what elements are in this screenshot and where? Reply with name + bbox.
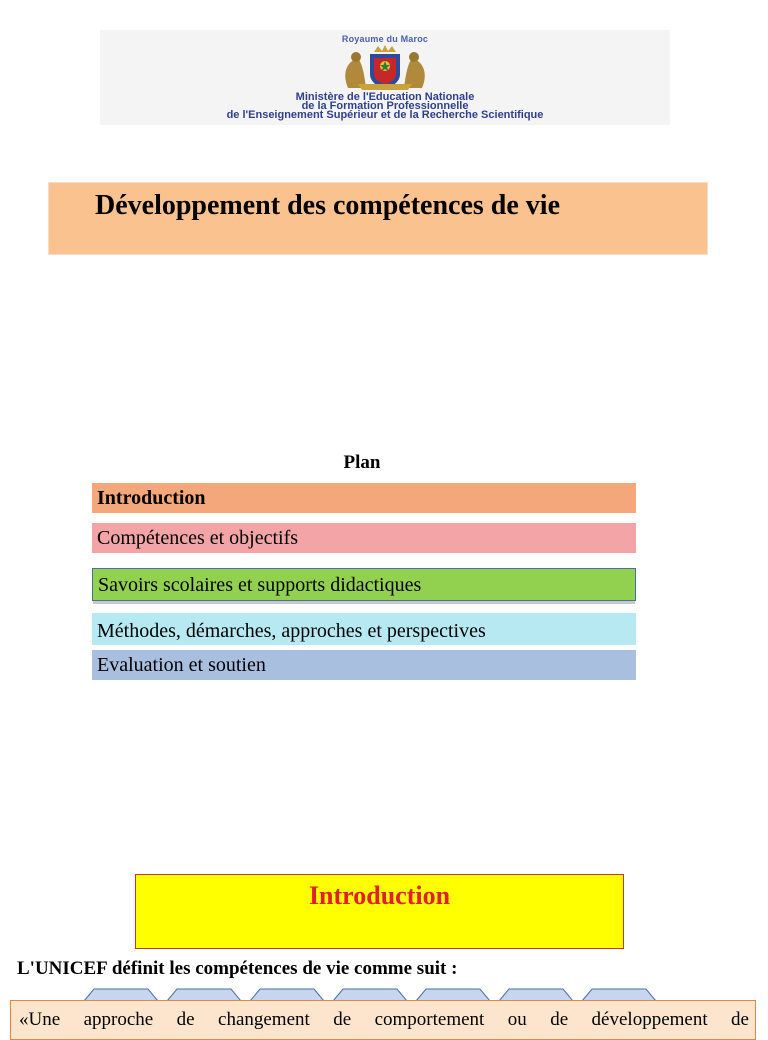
plan-item-savoirs: Savoirs scolaires et supports didactiques	[92, 568, 636, 601]
title-box	[48, 182, 708, 255]
plan-item-evaluation: Evaluation et soutien	[92, 650, 636, 680]
introduction-box	[135, 874, 624, 949]
plan-item-introduction: Introduction	[92, 483, 636, 513]
ministry-line-3: de l'Enseignement Supérieur et de la Recherche Scientifique	[226, 109, 544, 121]
quote-box	[10, 1000, 756, 1040]
plan-heading: Plan	[343, 452, 381, 473]
ministry-line-1: Ministère de l'Education Nationale	[295, 91, 475, 103]
unicef-definition-lead: L'UNICEF définit les compétences de vie comme suit :	[17, 958, 458, 979]
ministry-line-2: de la Formation Professionnelle	[301, 100, 469, 112]
kingdom-label: Royaume du Maroc	[341, 34, 429, 44]
quote-text: «Une approche de changement de comportement ou de développement de	[19, 1009, 749, 1030]
plan-item-methodes: Méthodes, démarches, approches et perspectives	[92, 613, 636, 645]
coat-of-arms-icon	[328, 44, 442, 90]
plan-item-competences: Compétences et objectifs	[92, 523, 636, 553]
ministry-header	[100, 30, 670, 125]
introduction-heading: Introduction	[308, 881, 451, 910]
document-title: Développement des compétences de vie	[95, 190, 561, 221]
